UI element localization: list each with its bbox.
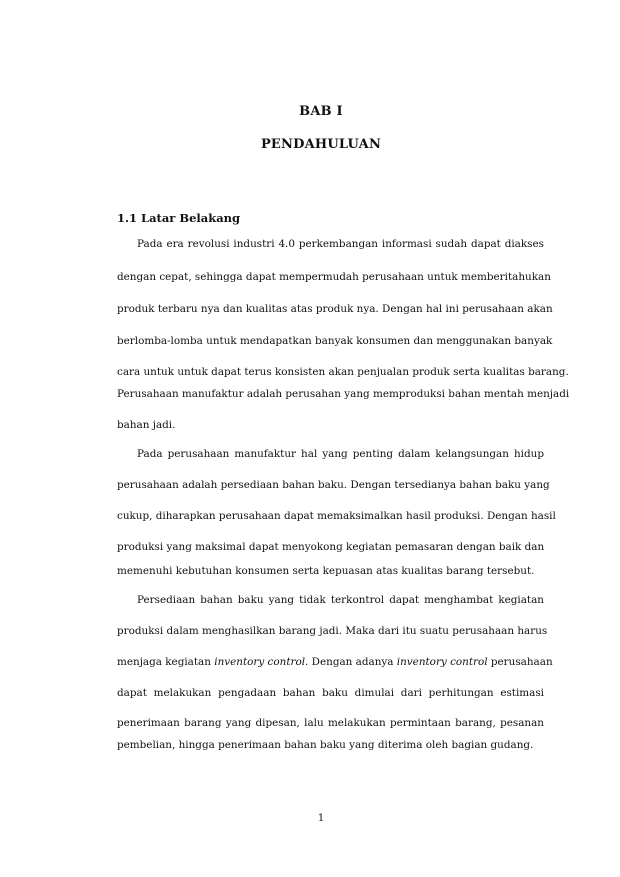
paragraph-line: berlomba-lomba untuk mendapatkan banyak konsumen dan menggunakan banyak [117,335,553,347]
section-heading: 1.1 Latar Belakang [117,211,241,225]
chapter-number: BAB I [299,104,343,119]
paragraph-line: bahan jadi. [117,419,176,431]
paragraph-line: produksi dalam menghasilkan barang jadi. Maka dari itu suatu perusahaan harus [117,625,548,637]
paragraph-line: produksi yang maksimal dapat menyokong kegiatan pemasaran dengan baik dan [117,541,545,553]
paragraph-line: pembelian, hingga penerimaan bahan baku yang diterima oleh bagian gudang. [117,739,534,751]
text-run: . Dengan adanya [305,656,397,668]
paragraph-line: dengan cepat, sehingga dapat mempermudah perusahaan untuk memberitahukan [117,271,551,283]
paragraph-line: cara untuk untuk dapat terus konsisten akan penjualan produk serta kualitas barang. [117,366,569,378]
page-number: 1 [317,813,325,824]
paragraph-line: penerimaan barang yang dipesan, lalu melakukan permintaan barang, pesanan [117,717,544,729]
paragraph-line: dapat melakukan pengadaan bahan baku dimulai dari perhitungan estimasi [117,687,544,699]
paragraph-line: perusahaan adalah persediaan bahan baku. Dengan tersedianya bahan baku yang [117,479,550,491]
paragraph-line: Persediaan bahan baku yang tidak terkontrol dapat menghambat kegiatan [137,594,544,606]
paragraph-line: produk terbaru nya dan kualitas atas produk nya. Dengan hal ini perusahaan akan [117,303,553,315]
text-run: perusahaan [487,656,553,668]
paragraph-line: Pada perusahaan manufaktur hal yang penting dalam kelangsungan hidup [137,448,544,460]
paragraph-line: Pada era revolusi industri 4.0 perkembangan informasi sudah dapat diakses [137,238,544,250]
text-run: menjaga kegiatan [117,656,215,668]
paragraph-line: cukup, diharapkan perusahaan dapat memaksimalkan hasil produksi. Dengan hasil [117,510,556,522]
paragraph-line-italic [117,655,553,669]
chapter-title: PENDAHULUAN [260,137,382,152]
paragraph-line: Perusahaan manufaktur adalah perusahan yang memproduksi bahan mentah menjadi [117,388,570,400]
italic-term: inventory control [214,656,306,668]
italic-term: inventory control [396,656,488,668]
paragraph-line: memenuhi kebutuhan konsumen serta kepuasan atas kualitas barang tersebut. [117,565,535,577]
